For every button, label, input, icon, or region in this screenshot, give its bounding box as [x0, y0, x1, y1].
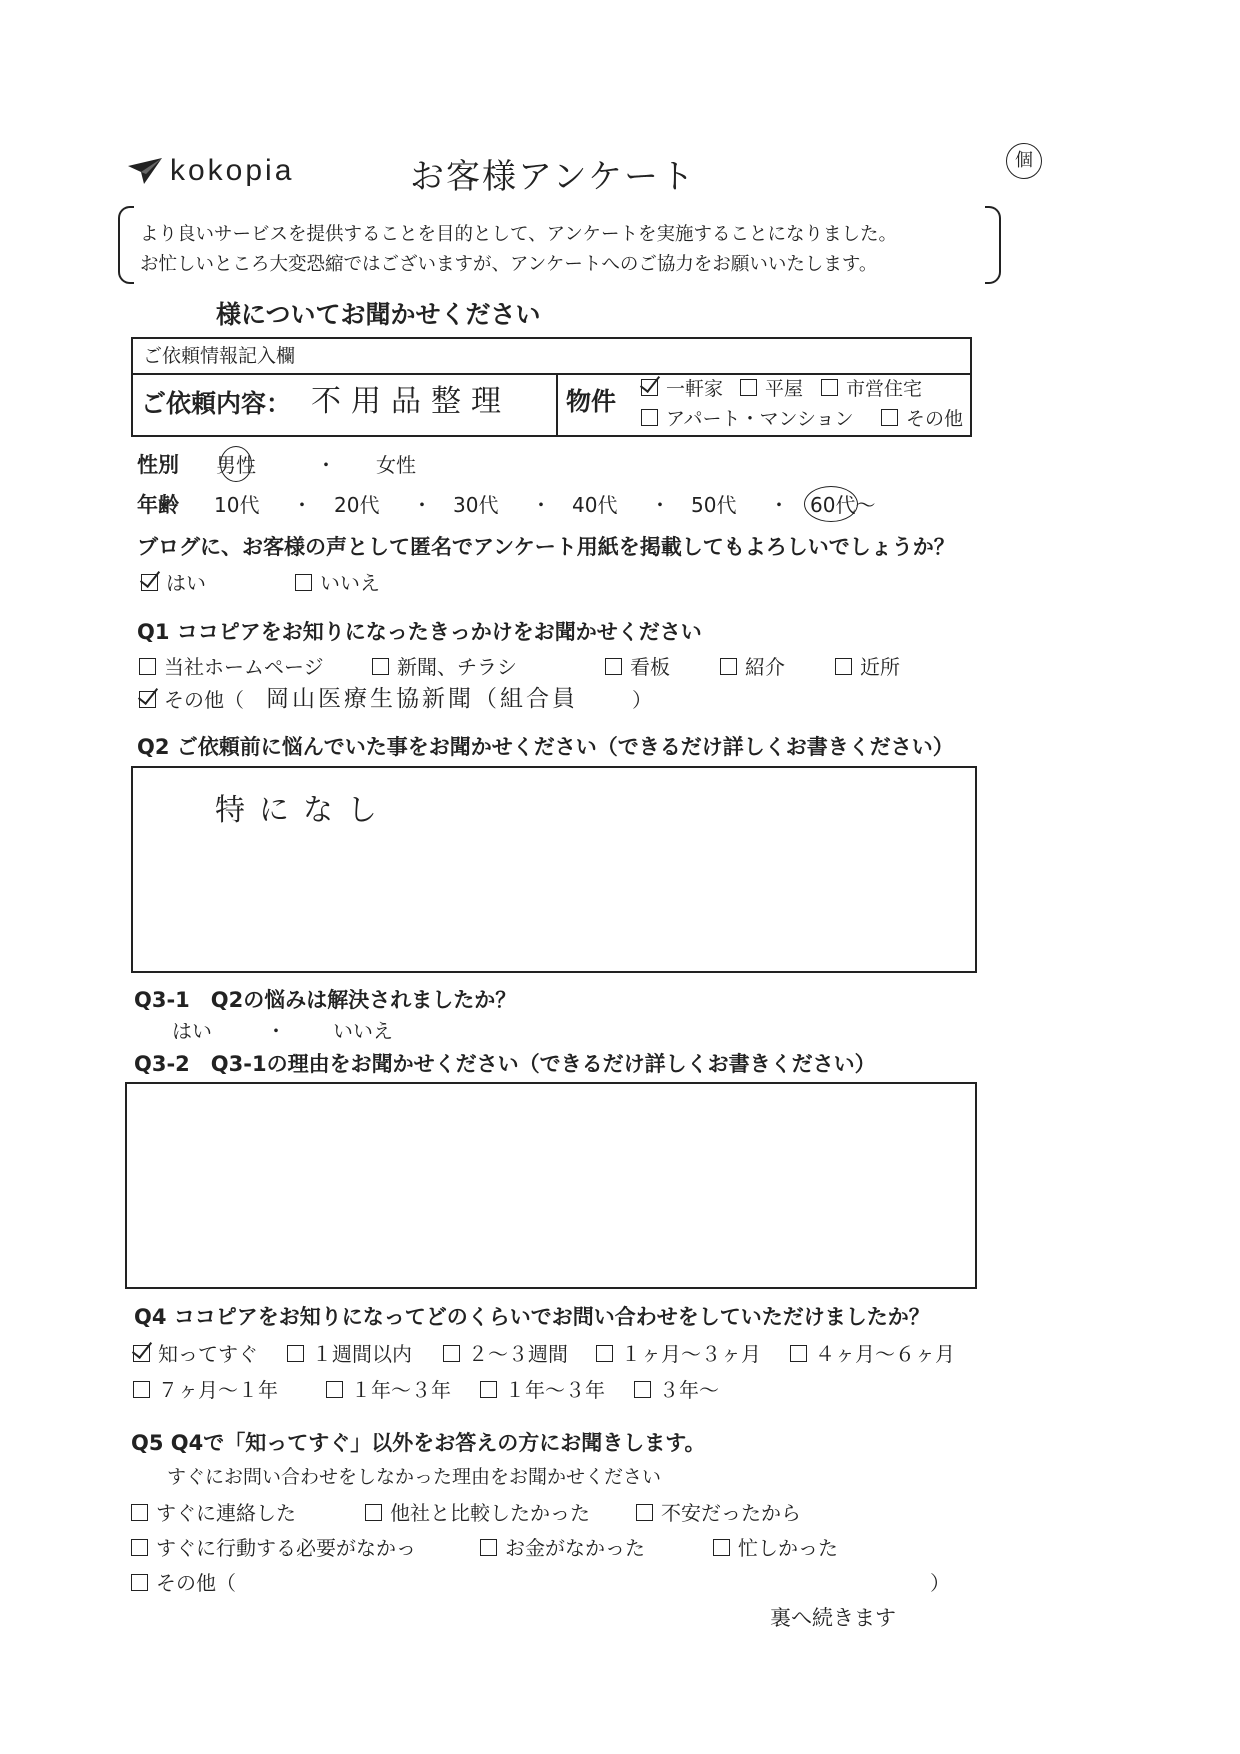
intro-line-2: お忙しいところ大変恐縮ではございますが、アンケートへのご協力をお願いいたします。 [140, 254, 878, 275]
customer-heading: 様についてお聞かせください [216, 300, 541, 329]
q2-answer-text: 特になし [215, 793, 391, 828]
checkbox[interactable] [720, 658, 737, 675]
age-option-10s[interactable]: 10代 [214, 493, 260, 517]
personal-info-mark: 個 [1006, 143, 1042, 179]
q5-option-compare-companies[interactable]: 他社と比較したかった [365, 1503, 590, 1523]
brand-name: kokopia [170, 154, 295, 187]
checkbox[interactable] [821, 379, 838, 396]
age-option-30s[interactable]: 30代 [453, 493, 499, 517]
age-option-60s-plus[interactable]: 60代〜 [810, 493, 876, 517]
q3-1-option-no[interactable]: いいえ [333, 1019, 393, 1043]
property-option-detached[interactable]: 一軒家 [641, 379, 723, 399]
q3-2-answer-box[interactable] [125, 1082, 977, 1289]
q5-option-other[interactable]: その他（ [131, 1573, 236, 1593]
q2-answer-box[interactable] [131, 766, 977, 973]
property-option-apartment[interactable]: アパート・マンション [641, 409, 854, 429]
checkbox[interactable] [605, 658, 622, 675]
checkbox[interactable] [835, 658, 852, 675]
blog-question: ブログに、お客様の声として匿名でアンケート用紙を掲載してもよろしいでしょうか？ [137, 535, 955, 559]
checkbox[interactable] [139, 658, 156, 675]
q5-other-close: ） [930, 1571, 950, 1595]
q4-title: Q4 ココピアをお知りになってどのくらいでお問い合わせをしていただけましたか？ [134, 1305, 930, 1329]
intro-left-bracket [118, 206, 134, 284]
checkbox[interactable] [480, 1539, 497, 1556]
request-info-table [131, 337, 972, 437]
intro-right-bracket [985, 206, 1001, 284]
q4-option-1-3-months[interactable]: １ヶ月〜３ヶ月 [596, 1344, 761, 1364]
checkbox[interactable] [790, 1345, 807, 1362]
checkbox-checked[interactable] [141, 574, 158, 591]
q4-option-3-years-plus[interactable]: ３年〜 [634, 1380, 719, 1400]
q5-subtitle: すぐにお問い合わせをしなかった理由をお聞かせください [167, 1466, 662, 1488]
q1-option-newspaper[interactable]: 新聞、チラシ [372, 657, 517, 677]
q4-option-within-1-week[interactable]: １週間以内 [287, 1344, 412, 1364]
q5-option-no-need-to-act[interactable]: すぐに行動する必要がなかっ [131, 1538, 416, 1558]
q5-option-busy[interactable]: 忙しかった [713, 1538, 838, 1558]
age-separator: ・ [769, 493, 789, 517]
continue-on-back: 裏へ続きます [770, 1606, 896, 1630]
q4-option-4-6-months[interactable]: ４ヶ月〜６ヶ月 [790, 1344, 955, 1364]
q1-option-neighborhood[interactable]: 近所 [835, 657, 900, 677]
intro-line-1: より良いサービスを提供することを目的として、アンケートを実施することになりました。 [140, 224, 898, 245]
age-separator: ・ [292, 493, 312, 517]
q3-2-title: Q3-2 Q3-1の理由をお聞かせください（できるだけ詳しくお書きください） [134, 1052, 876, 1076]
q4-option-7-months-1-year[interactable]: ７ヶ月〜１年 [133, 1380, 278, 1400]
age-option-20s[interactable]: 20代 [334, 493, 380, 517]
gender-label: 性別 [137, 453, 179, 477]
checkbox[interactable] [641, 409, 658, 426]
age-option-50s[interactable]: 50代 [691, 493, 737, 517]
checkbox[interactable] [634, 1381, 651, 1398]
checkbox[interactable] [131, 1539, 148, 1556]
page-title: お客様アンケート [410, 157, 696, 197]
q1-option-homepage[interactable]: 当社ホームページ [139, 657, 324, 677]
q2-title: Q2 ご依頼前に悩んでいた事をお聞かせください（できるだけ詳しくお書きください） [137, 735, 954, 759]
checkbox-checked[interactable] [139, 691, 156, 708]
age-separator: ・ [412, 493, 432, 517]
checkbox[interactable] [131, 1504, 148, 1521]
q1-other-close: ） [632, 688, 652, 712]
q1-option-signboard[interactable]: 看板 [605, 657, 670, 677]
property-label: 物件 [566, 387, 617, 416]
q5-option-no-money[interactable]: お金がなかった [480, 1538, 645, 1558]
checkbox[interactable] [133, 1381, 150, 1398]
q5-title: Q5 Q4で「知ってすぐ」以外をお答えの方にお聞きします。 [131, 1431, 706, 1455]
checkbox[interactable] [596, 1345, 613, 1362]
request-content-label: ご依頼内容： [141, 389, 292, 418]
checkbox-checked[interactable] [133, 1345, 150, 1362]
blog-option-no[interactable]: いいえ [295, 573, 380, 593]
checkbox[interactable] [443, 1345, 460, 1362]
q1-title: Q1 ココピアをお知りになったきっかけをお聞かせください [137, 620, 702, 644]
age-option-40s[interactable]: 40代 [572, 493, 618, 517]
gender-separator: ・ [316, 453, 336, 477]
request-content-value: 不用品整理 [311, 384, 511, 419]
table-divider-vertical [556, 373, 558, 435]
age-label: 年齢 [137, 493, 179, 517]
section-label: ご依頼情報記入欄 [143, 345, 296, 367]
paper-plane-icon [128, 158, 162, 184]
q4-option-immediately[interactable]: 知ってすぐ [133, 1344, 258, 1364]
checkbox[interactable] [740, 379, 757, 396]
q1-option-other[interactable]: その他（ [139, 690, 244, 710]
gender-option-female[interactable]: 女性 [376, 453, 416, 477]
checkbox[interactable] [287, 1345, 304, 1362]
checkbox-checked[interactable] [641, 379, 658, 396]
checkbox[interactable] [480, 1381, 497, 1398]
property-option-municipal[interactable]: 市営住宅 [821, 379, 922, 399]
q4-option-1-3-years-a[interactable]: １年〜３年 [326, 1380, 451, 1400]
q1-other-answer: 岡山医療生協新聞（組合員 [266, 686, 578, 712]
q3-1-title: Q3-1 Q2の悩みは解決されましたか？ [134, 988, 517, 1012]
property-option-bungalow[interactable]: 平屋 [740, 379, 803, 399]
age-separator: ・ [531, 493, 551, 517]
q4-option-1-3-years-b[interactable]: １年〜３年 [480, 1380, 605, 1400]
selection-circle [220, 446, 252, 482]
gender-option-male[interactable]: 男性 [216, 453, 256, 477]
checkbox[interactable] [295, 574, 312, 591]
checkbox[interactable] [326, 1381, 343, 1398]
q5-option-anxious[interactable]: 不安だったから [636, 1503, 801, 1523]
selection-circle [804, 486, 858, 522]
table-divider-horizontal [133, 373, 970, 375]
blog-option-yes[interactable]: はい [141, 573, 206, 593]
checkbox[interactable] [636, 1504, 653, 1521]
q3-1-separator: ・ [266, 1019, 286, 1043]
q1-option-referral[interactable]: 紹介 [720, 657, 785, 677]
age-separator: ・ [650, 493, 670, 517]
q3-1-option-yes[interactable]: はい [172, 1019, 212, 1043]
checkbox[interactable] [131, 1574, 148, 1591]
checkbox[interactable] [881, 409, 898, 426]
q4-option-2-3-weeks[interactable]: ２〜３週間 [443, 1344, 568, 1364]
checkbox[interactable] [713, 1539, 730, 1556]
property-option-other[interactable]: その他 [881, 409, 963, 429]
checkbox[interactable] [372, 658, 389, 675]
q5-option-contacted-immediately[interactable]: すぐに連絡した [131, 1503, 296, 1523]
checkbox[interactable] [365, 1504, 382, 1521]
